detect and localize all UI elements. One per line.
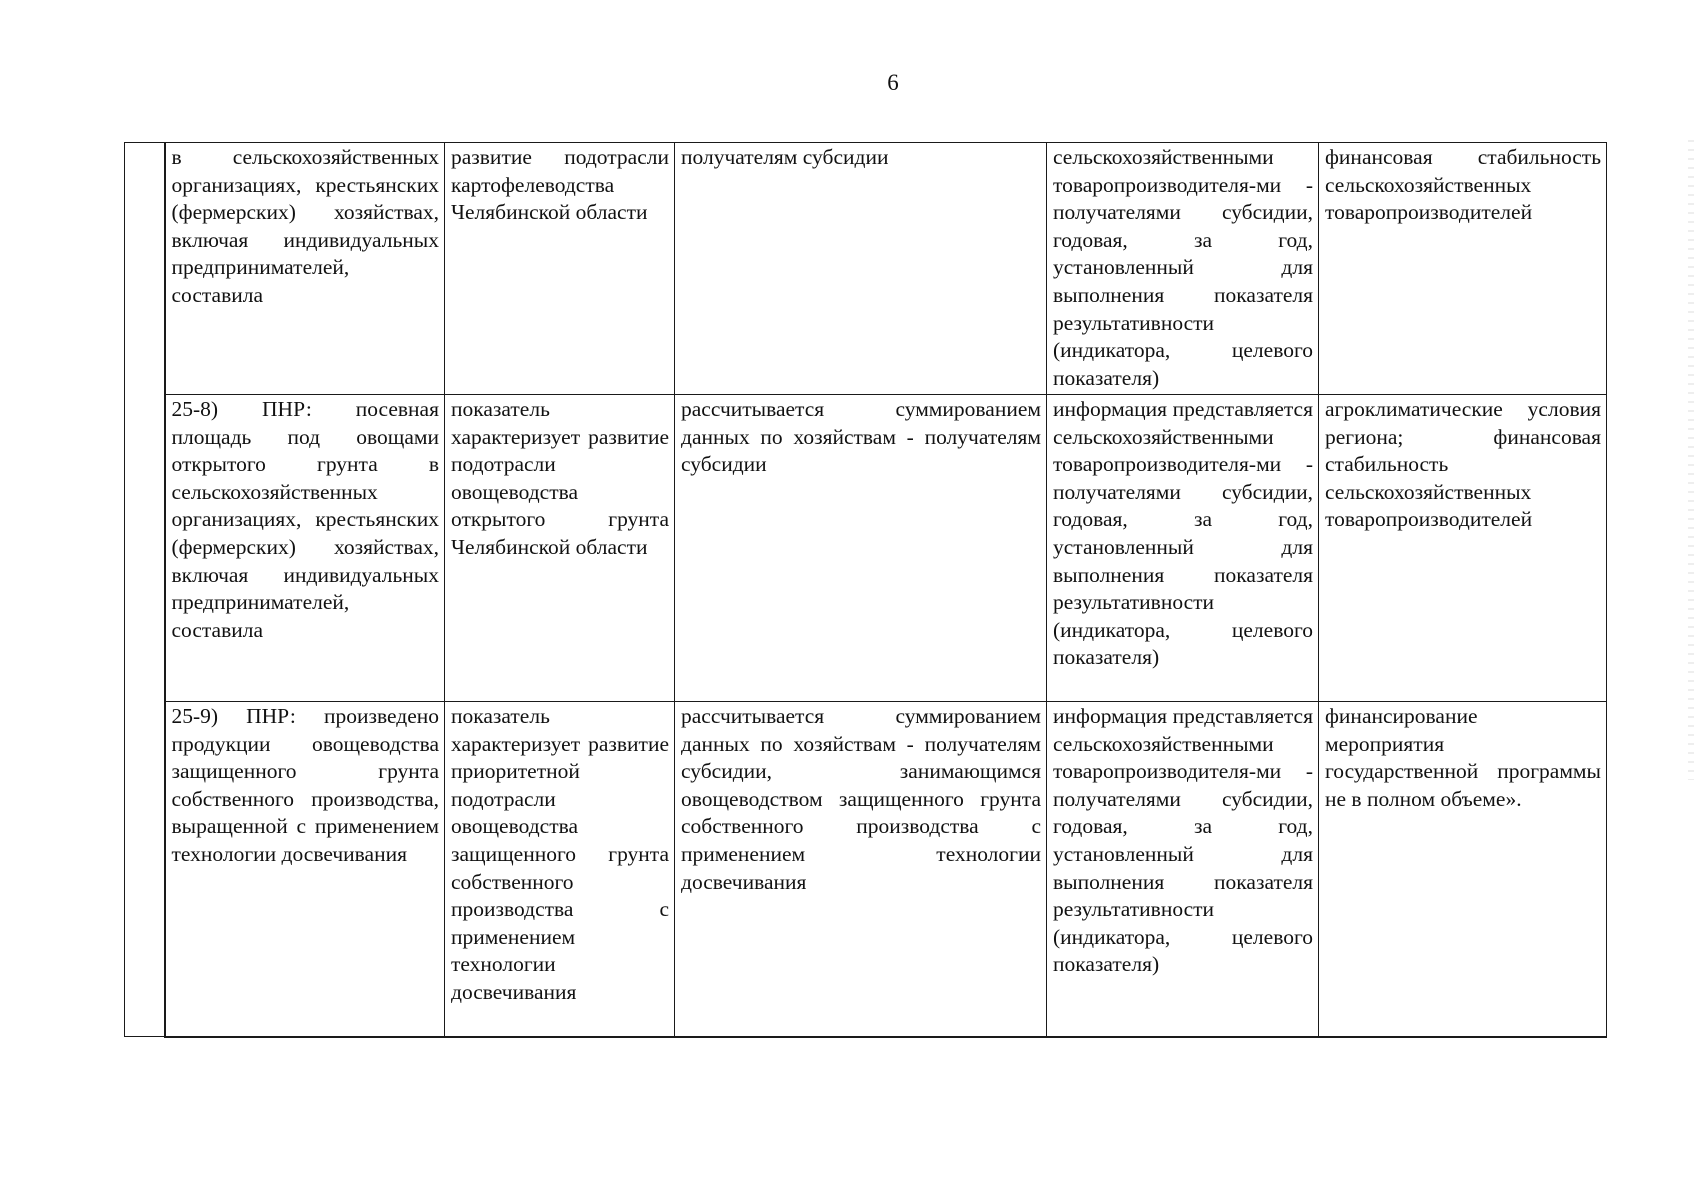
data-source-cell: сельскохозяйственными товаропроизводителя-ми - получателями субсидии, годовая, за год, установленный для выполнения показателя результативности (индикатора, целевого показателя)	[1047, 143, 1319, 395]
indicator-description-cell: развитие подотрасли картофелеводства Челябинской области	[445, 143, 675, 395]
indicator-table	[124, 142, 1607, 1038]
indicator-name-cell: 25-9) ПНР: произведено продукции овощеводства защищенного грунта собственного производства, выращенной с применением технологии досвечивания	[165, 702, 445, 1037]
indicator-description-cell: показатель характеризует развитие приоритетной подотрасли овощеводства защищенного грунта собственного производства с применением технологии досвечивания	[445, 702, 675, 1037]
risk-factors-cell: агроклиматические условия региона; финансовая стабильность сельскохозяйственных товаропроизводителей	[1319, 395, 1607, 702]
numbering-column	[125, 143, 165, 1037]
data-source-cell: информация представляется сельскохозяйственными товаропроизводителя-ми - получателями субсидии, годовая, за год, установленный для выполнения показателя результативности (индикатора, целевого показателя)	[1047, 702, 1319, 1037]
table-row	[125, 143, 1607, 395]
calculation-method-cell: рассчитывается суммированием данных по хозяйствам - получателям субсидии	[675, 395, 1047, 702]
risk-factors-cell: финансирование мероприятия государственной программы не в полном объеме».	[1319, 702, 1607, 1037]
indicator-name-cell: 25-8) ПНР: посевная площадь под овощами открытого грунта в сельскохозяйственных организациях, крестьянских (фермерских) хозяйствах, включая индивидуальных предпринимателей, составила	[165, 395, 445, 702]
risk-factors-cell: финансовая стабильность сельскохозяйственных товаропроизводителей	[1319, 143, 1607, 395]
calculation-method-cell: рассчитывается суммированием данных по хозяйствам - получателям субсидии, занимающимся овощеводством защищенного грунта собственного производства с применением технологии досвечивания	[675, 702, 1047, 1037]
indicator-name-cell: в сельскохозяйственных организациях, крестьянских (фермерских) хозяйствах, включая индивидуальных предпринимателей, составила	[165, 143, 445, 395]
table-row	[125, 702, 1607, 1037]
indicator-description-cell: показатель характеризует развитие подотрасли овощеводства открытого грунта Челябинской области	[445, 395, 675, 702]
table-row	[125, 395, 1607, 702]
calculation-method-cell: получателям субсидии	[675, 143, 1047, 395]
scan-edge-marks	[1688, 140, 1694, 780]
page-number: 6	[887, 70, 899, 95]
data-source-cell: информация представляется сельскохозяйственными товаропроизводителя-ми - получателями субсидии, годовая, за год, установленный для выполнения показателя результативности (индикатора, целевого показателя)	[1047, 395, 1319, 702]
